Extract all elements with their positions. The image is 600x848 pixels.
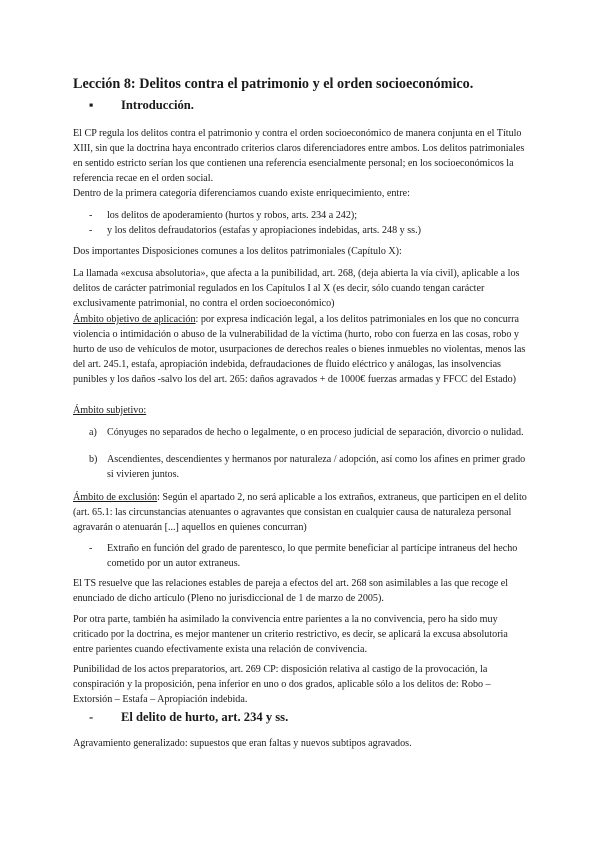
paragraph-ambito-subjetivo <box>73 403 529 418</box>
list-item <box>73 208 529 223</box>
list-item <box>73 425 529 440</box>
ambito-objetivo-label: Ámbito objetivo de aplicación <box>73 314 196 325</box>
paragraph-excusa-absolutoria: La llamada «excusa absolutoria», que afecta a la punibilidad, art. 268, (deja abierta la vía civil), aplicable a los delitos de carácter patrimonial regulados en los Capítulos I al X (es decir, sólo cuando tengan carácter exclusivamente patrimonial, no contra el orden socioeconómico) <box>73 268 520 309</box>
paragraph-ambito-exclusion <box>73 490 529 535</box>
ambito-objetivo-text: : por expresa indicación legal, a los delitos patrimoniales en los que no concurra violencia o intimidación o abuso de la vulnerabilidad de la víctima (hurto, robo con fuerza en las cosas, robo y hurto de uso de vehículos de motor, usurpaciones de derechos reales o bienes inmuebles no violentas, menos las del art. 245.1, estafa, apropiación indebida, defraudaciones de fluido eléctrico y análogas, las insolvencias punibles y los daños -salvo los del art. 265: daños agravados + de 1000€ fuerzas armadas y FFCC del Estado) <box>73 314 526 385</box>
paragraph-disposiciones: Dos importantes Disposiciones comunes a los delitos patrimoniales (Capítulo X): <box>73 246 402 257</box>
dash-bullet: - <box>89 710 94 724</box>
list-item <box>73 541 529 571</box>
square-bullet-icon: ▪ <box>89 98 94 112</box>
list-marker: b) <box>89 454 98 465</box>
list-item-text: los delitos de apoderamiento (hurtos y robos, arts. 234 a 242); <box>107 210 358 221</box>
section-heading-introduccion <box>73 98 194 113</box>
list-item-text: Ascendientes, descendientes y hermanos por naturaleza / adopción, así como los afines en primer grado si vivieren juntos. <box>107 454 526 480</box>
section-heading-hurto <box>73 710 288 725</box>
list-marker: a) <box>89 427 97 438</box>
list-item <box>73 223 529 238</box>
ambito-exclusion-label: Ámbito de exclusión <box>73 492 158 503</box>
paragraph-actos-preparatorios: Punibilidad de los actos preparatorios, art. 269 CP: disposición relativa al castigo de la provocación, la conspiración y la proposición, pena inferior en uno o dos grados, aplicable sólo a los delitos de: Robo – Extorsión – Estafa – Apropiación indebida. <box>73 664 491 705</box>
page-title: Lección 8: Delitos contra el patrimonio y el orden socioeconómico. <box>73 76 474 92</box>
dash-bullet: - <box>89 210 93 221</box>
paragraph-agravamiento: Agravamiento generalizado: supuestos que eran faltas y nuevos subtipos agravados. <box>73 738 412 749</box>
paragraph-ts-parejas: El TS resuelve que las relaciones estables de pareja a efectos del art. 268 son asimilables a las que recoge el enunciado de dicho artículo (Pleno no jurisdiccional de 1 de marzo de 2005). <box>73 578 509 604</box>
list-item-text: y los delitos defraudatorios (estafas y apropiaciones indebidas, arts. 248 y ss.) <box>107 225 421 236</box>
section-title: El delito de hurto, art. 234 y ss. <box>121 710 289 724</box>
dash-bullet: - <box>89 543 93 554</box>
ambito-subjetivo-label: Ámbito subjetivo: <box>73 405 147 416</box>
ambito-exclusion-text: : Según el apartado 2, no será aplicable a los extraños, extraneus, que participen en el delito (art. 65.1: las circunstancias atenuantes o agravantes que consistan en cualquier causa de naturaleza personal agravarán o atenuarán [...] aquellos en quienes concurran) <box>73 492 527 533</box>
section-title: Introducción. <box>121 98 194 112</box>
paragraph-ambito-objetivo <box>73 312 529 387</box>
paragraph-categorias: Dentro de la primera categoría diferenciamos cuando existe enriquecimiento, entre: <box>73 188 410 199</box>
list-item <box>73 452 529 482</box>
paragraph-convivencia: Por otra parte, también ha asimilado la convivencia entre parientes a la no convivencia, pero ha sido muy criticado por la doctrina, es mejor mantener un criterio restrictivo, es decir, se aplicará la excusa absolutoria entre parientes cuando efectivamente exista una relación de convivencia. <box>73 614 508 655</box>
list-item-text: Cónyuges no separados de hecho o legalmente, o en proceso judicial de separación, divorcio o nulidad. <box>107 427 524 438</box>
list-item-text: Extraño en función del grado de parentesco, lo que permite beneficiar al partícipe intraneus del hecho cometido por un autor extraneus. <box>107 543 518 569</box>
paragraph-intro: El CP regula los delitos contra el patrimonio y contra el orden socioeconómico de manera conjunta en el Título XIII, sin que la doctrina haya encontrado criterios claros diferenciadores entre ambos. Los delitos patrimoniales en sentido estricto serían los que contienen una referencia esencialmente personal; en los socioeconómicos la referencia recae en el orden social. <box>73 128 525 184</box>
dash-bullet: - <box>89 225 93 236</box>
